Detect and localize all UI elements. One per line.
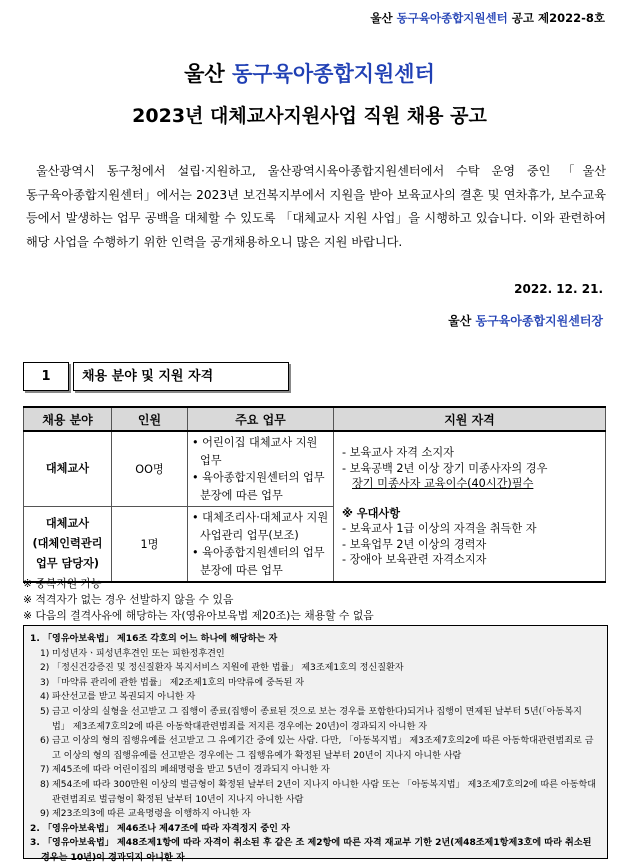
title-org-prefix: 울산 (184, 62, 225, 86)
signer-name: 동구육아종합지원센터장 (475, 314, 603, 328)
disq-subitem: 5) 금고 이상의 실형을 선고받고 그 집행이 종료(집행이 종료된 것으로 보는 경우를 포함한다)되거나 집행이 면제된 날부터 5년(「아동복지법」 제3조제7호의2에 따른 아동학대관련범죄를 저지른 경우에는 20년)이 경과되지 아니한 자 (40, 706, 582, 732)
disq-subitem: 7) 제45조에 따라 어린이집의 폐쇄명령을 받고 5년이 경과되지 아니한 자 (40, 765, 330, 776)
section-title: 채용 분야 및 지원 자격 (73, 362, 289, 391)
disq-subitem: 9) 제23조의3에 따른 교육명령을 이행하지 아니한 자 (40, 809, 251, 820)
section-number: 1 (23, 362, 69, 391)
disq-subitem: 6) 금고 이상의 형의 집행유예를 선고받고 그 유예기간 중에 있는 사람. 다만, 「아동복지법」 제3조제7호의2에 따른 아동학대관련범죄로 금고 이상의 형의 집행유예를 선고받은 경우에는 그 집행유예가 확정된 날부터 20년이 지나지 아니한 사람 (40, 736, 594, 761)
header-qualifications: 지원 자격 (334, 407, 606, 431)
row2-field-line-2: (대체인력관리 (32, 537, 103, 550)
row2-field-line-3: 업무 담당자) (35, 557, 100, 570)
intro-paragraph: 울산광역시 동구청에서 설립·지원하고, 울산광역시육아종합지원센터에서 수탁 운영 중인 「울산 동구육아종합지원센터」에서는 2023년 보건복지부에서 지원을 받아 보육교사의 결혼 및 연차휴가, 보수교육 등에서 발생하는 업무 공백을 대체할 수 있도록 「대체교사 지원 사업」을 시행하고 있습니다. 이와 관련하여 해당 사업을 수행하기 위한 인력을 공개채용하오니 많은 지원 바랍니다. (26, 164, 606, 249)
title-org-name: 동구육아종합지원센터 (232, 62, 435, 86)
table-header-row (24, 407, 606, 431)
row2-field (24, 507, 112, 583)
notes (23, 576, 374, 624)
header-duties: 주요 업무 (188, 407, 334, 431)
disq-subitem: 1) 미성년자ㆍ피성년후견인 또는 피한정후견인 (40, 648, 225, 659)
row2-duties (188, 507, 334, 583)
row2-duty-1: • 대체조리사·대체교사 지원사업관리 업무(보조) (192, 511, 329, 542)
signer (448, 312, 603, 329)
preferred-item-2: - 보육업무 2년 이상의 경력자 (342, 537, 487, 551)
row1-duties (188, 431, 334, 507)
disq-subitem: 3) 「마약류 관리에 관한 법률」 제2조제1호의 마약류에 중독된 자 (40, 677, 305, 688)
title-org (0, 58, 619, 88)
page-title: 2023년 대체교사지원사업 직원 채용 공고 (132, 105, 487, 127)
note-1: ※ 중복지원 가능 (23, 577, 102, 590)
preferred-item-3: - 장애아 보육관련 자격소지자 (342, 553, 487, 567)
signer-prefix: 울산 (448, 314, 472, 328)
table-row (24, 431, 606, 507)
qual-item-2: - 보육공백 2년 이상 장기 미종사자의 경우 (342, 461, 548, 475)
disq-item-3: 3. 「영유아보육법」 제48조제1항에 따라 자격이 취소된 후 같은 조 제2항에 따른 자격 재교부 기한 2년(제48조제1항제3호에 따라 취소된 경우는 10년)이 경과되지 아니한 자 (30, 838, 592, 863)
disqualification-box (23, 625, 608, 863)
note-2: ※ 적격자가 없는 경우 선발하지 않을 수 있음 (23, 593, 234, 606)
row1-field: 대체교사 (24, 431, 112, 507)
notice-date: 2022. 12. 21. (514, 282, 603, 296)
disq-subitem: 8) 제54조에 따라 300만원 이상의 벌금형이 확정된 날부터 2년이 지나지 아니한 사람 또는 「아동복지법」 제3조제7호의2에 따른 아동학대관련범죄로 벌금형이 확정된 날부터 10년이 지나지 아니한 사람 (40, 779, 597, 805)
notice-suffix: 공고 제2022-8호 (511, 11, 605, 25)
row2-duty-2: • 육아종합지원센터의 업무분장에 따른 업무 (192, 546, 325, 577)
notice-number (370, 10, 605, 26)
header-count: 인원 (112, 407, 188, 431)
row1-count: OO명 (112, 431, 188, 507)
qual-item-1: - 보육교사 자격 소지자 (342, 446, 454, 460)
disq-item-1: 1. 「영유아보육법」 제16조 각호의 어느 하나에 해당하는 자 (30, 634, 278, 644)
row1-duty-2: • 육아종합지원센터의 업무분장에 따른 업무 (192, 471, 325, 502)
header-field: 채용 분야 (24, 407, 112, 431)
qual-underlined: 장기 미종사자 교육이수(40시간)필수 (352, 477, 534, 491)
row2-field-line-1: 대체교사 (45, 517, 90, 530)
disq-subitem: 2) 「정신건강증진 및 정신질환자 복지서비스 지원에 관한 법률」 제3조제1호의 정신질환자 (40, 663, 404, 674)
recruitment-table (23, 406, 606, 583)
preferred-item-1: - 보육교사 1급 이상의 자격을 취득한 자 (342, 522, 537, 536)
disq-subitem: 4) 파산선고를 받고 복권되지 아니한 자 (40, 692, 196, 703)
row2-count: 1명 (112, 507, 188, 583)
row1-duty-1: • 어린이집 대체교사 지원 업무 (192, 436, 318, 467)
notice-org-prefix: 울산 (370, 11, 393, 25)
notice-org-name: 동구육아종합지원센터 (396, 11, 508, 25)
note-3: ※ 다음의 결격사유에 해당하는 자(영유아보육법 제20조)는 채용할 수 없음 (23, 609, 374, 622)
disq-item-2: 2. 「영유아보육법」 제46조나 제47조에 따라 자격정지 중인 자 (30, 823, 290, 834)
qualifications-cell (334, 431, 606, 582)
preferred-title: ※ 우대사항 (342, 506, 400, 520)
